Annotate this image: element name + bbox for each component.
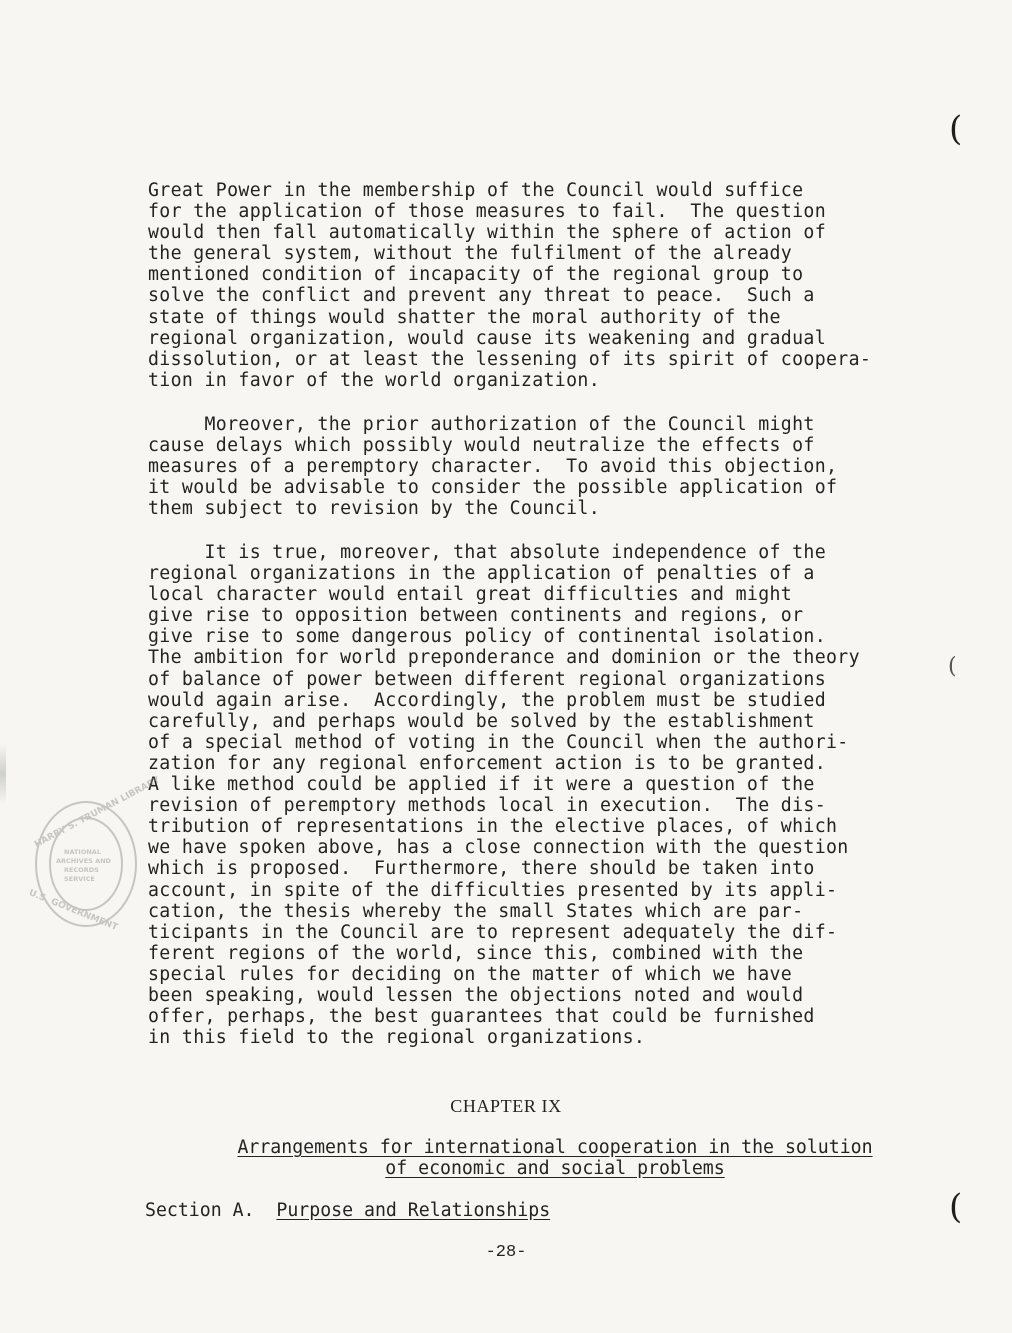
text-line: state of things would shatter the moral authority of the <box>148 306 781 328</box>
text-line: tion in favor of the world organization. <box>148 369 600 391</box>
svg-text:ARCHIVES AND: ARCHIVES AND <box>56 857 111 865</box>
text-line: local character would entail great difficulties and might <box>148 584 793 606</box>
text-line: The ambition for world preponderance and dominion or the theory <box>148 647 860 669</box>
text-line: A like method could be applied if it were a question of the <box>148 774 815 796</box>
text-line: would again arise. Accordingly, the problem must be studied <box>148 689 826 711</box>
text-line: them subject to revision by the Council. <box>148 498 600 520</box>
text-line: tribution of representations in the elective places, of which <box>148 816 838 838</box>
text-line: It is true, moreover, that absolute independence of the <box>148 542 826 563</box>
text-line: mentioned condition of incapacity of the regional group to <box>148 264 804 286</box>
section-label: Section A. <box>145 1200 255 1221</box>
section-title: Purpose and Relationships <box>276 1200 551 1221</box>
page-number: -28- <box>485 1243 527 1262</box>
text-line: revision of peremptory methods local in execution. The dis- <box>148 795 826 817</box>
chapter-title-line-2: of economic and social problems <box>385 1158 725 1179</box>
text-line: carefully, and perhaps would be solved by the establishment <box>148 710 815 732</box>
margin-bracket-mark: ( <box>949 1187 963 1227</box>
text-line: of balance of power between different regional organizations <box>148 668 826 690</box>
archive-stamp-seal <box>27 775 162 933</box>
text-line: regional organization, would cause its weakening and gradual <box>148 327 826 349</box>
text-line: zation for any regional enforcement action is to be granted. <box>148 752 826 774</box>
text-line: give rise to some dangerous policy of continental isolation. <box>148 626 826 648</box>
paragraph-1 <box>148 180 978 391</box>
paragraph-3 <box>148 542 978 1048</box>
text-line: which is proposed. Furthermore, there should be taken into <box>148 858 815 880</box>
text-line: for the application of those measures to fail. The question <box>148 201 826 223</box>
text-line: regional organizations in the application of penalties of a <box>148 563 815 585</box>
chapter-title <box>100 1137 1010 1179</box>
text-line: been speaking, would lessen the objections noted and would <box>148 984 804 1006</box>
text-line: give rise to opposition between continents and regions, or <box>148 605 804 627</box>
margin-bracket-mark: ( <box>948 654 957 679</box>
text-line: dissolution, or at least the lessening of its spirit of coopera- <box>148 348 872 370</box>
chapter-heading: CHAPTER IX <box>450 1096 562 1116</box>
text-line: account, in spite of the difficulties presented by its appli- <box>148 879 838 901</box>
text-line: Moreover, the prior authorization of the Council might <box>148 414 815 435</box>
svg-text:HARRY S. TRUMAN LIBRARY: HARRY S. TRUMAN LIBRARY <box>33 775 162 850</box>
text-line: ferent regions of the world, since this, combined with the <box>148 942 804 964</box>
section-heading <box>145 1200 550 1221</box>
text-line: in this field to the regional organizations. <box>148 1027 646 1049</box>
text-line: ticipants in the Council are to represent adequately the dif- <box>148 921 838 943</box>
text-line: offer, perhaps, the best guarantees that could be furnished <box>148 1006 815 1028</box>
text-line: cause delays which possibly would neutralize the effects of <box>148 435 815 457</box>
svg-text:SERVICE: SERVICE <box>64 875 95 883</box>
page-edge-shadow <box>0 744 6 804</box>
text-line: would then fall automatically within the sphere of action of <box>148 222 826 244</box>
text-line: it would be advisable to consider the possible application of <box>148 477 838 499</box>
svg-text:U.S. GOVERNMENT: U.S. GOVERNMENT <box>27 888 119 933</box>
svg-text:RECORDS: RECORDS <box>64 866 99 874</box>
text-line: we have spoken above, has a close connection with the question <box>148 837 849 859</box>
margin-bracket-mark: ( <box>949 109 963 149</box>
text-line: cation, the thesis whereby the small States which are par- <box>148 900 804 922</box>
text-line: of a special method of voting in the Council when the authori- <box>148 731 849 753</box>
text-line: special rules for deciding on the matter of which we have <box>148 963 793 985</box>
text-line: solve the conflict and prevent any threat to peace. Such a <box>148 285 815 307</box>
chapter-title-line-1: Arrangements for international cooperation in the solution <box>237 1137 873 1158</box>
text-line: Great Power in the membership of the Council would suffice <box>148 180 804 201</box>
text-line: the general system, without the fulfilment of the already <box>148 243 793 265</box>
text-line: measures of a peremptory character. To avoid this objection, <box>148 456 838 478</box>
paragraph-2 <box>148 414 978 519</box>
svg-text:NATIONAL: NATIONAL <box>64 848 101 856</box>
